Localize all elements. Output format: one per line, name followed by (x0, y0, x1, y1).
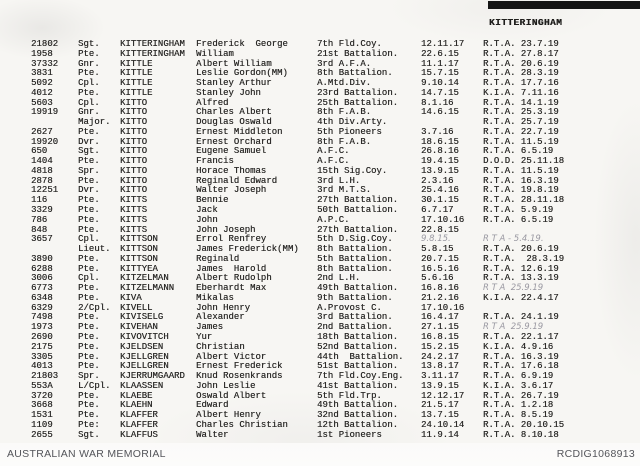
surname: KITTO (120, 107, 148, 118)
enlist-date: 15.7.15 (421, 68, 459, 79)
rank: Major. (78, 117, 111, 128)
surname: KITTS (120, 195, 148, 206)
fate-code: R.T.A. 26.7.19 (483, 390, 559, 401)
enlist-date: 14.7.15 (421, 87, 459, 98)
rank: Dvr. (78, 136, 100, 147)
rank: Pte. (78, 410, 100, 421)
service-number: 21802 (31, 39, 59, 49)
fate-code: R.T.A. 25.7.19 (483, 117, 559, 128)
unit: 15th Sig.Coy. (317, 165, 388, 176)
unit: 21st Battalion. (317, 48, 399, 59)
fate-code: R T A 25.9.19 (483, 283, 544, 294)
unit: 7th Fld.Coy. (317, 39, 382, 49)
surname: KIVOVITCH (120, 331, 169, 342)
surname: KLAFFER (120, 419, 158, 430)
enlist-date: 11.1.17 (421, 58, 459, 69)
unit: 8th F.A.B. (317, 107, 372, 118)
enlist-date: 16.4.17 (421, 312, 459, 323)
service-number: 6329 (31, 302, 53, 313)
surname: KIVELL (120, 302, 153, 313)
enlist-date: 25.4.16 (421, 185, 459, 196)
enlist-date: 22.6.15 (421, 48, 459, 59)
given-names: Christian (196, 341, 245, 352)
rank: Gnr. (78, 107, 100, 118)
service-number: 7498 (31, 312, 53, 323)
service-number: 1958 (31, 48, 53, 59)
fate-code: K.I.A. 3.6.17 (483, 380, 554, 391)
given-names: Yur (196, 331, 213, 342)
rank: Spr. (78, 371, 100, 382)
rank: Pte: (78, 419, 100, 430)
unit: 5th D.Sig.Coy. (317, 234, 393, 245)
unit: 7th Fld.Coy.Eng. (317, 371, 404, 382)
given-names: Frederick George (196, 39, 288, 49)
fate-code: R.T.A. 12.6.19 (483, 263, 559, 274)
enlist-date: 16.8.16 (421, 283, 459, 294)
enlist-date: 13.8.17 (421, 361, 459, 372)
fate-code: K.I.A. 4.9.16 (483, 341, 554, 352)
given-names: Mikalas (196, 292, 234, 303)
surname: KIVA (120, 292, 142, 303)
given-names: Walter (196, 429, 229, 440)
rank: Pte. (78, 400, 100, 411)
fate-code: R.T.A. 6.5.19 (483, 146, 554, 157)
unit: A.F.C. (317, 146, 350, 157)
given-names: Stanley John (196, 87, 261, 98)
rank: Cpl. (78, 273, 100, 284)
fate-code: R.T.A. 23.7.19 (483, 39, 559, 49)
given-names: Charles Albert (196, 107, 272, 118)
enlist-date: 13.9.15 (421, 165, 459, 176)
given-names: Eugene Samuel (196, 146, 267, 157)
surname: KLAASSEN (120, 380, 164, 391)
fate-code: R.T.A. 16.3.19 (483, 175, 559, 186)
enlist-date: 15.2.15 (421, 341, 459, 352)
rank: Pte. (78, 351, 100, 362)
fate-code: R.T.A. 17.6.18 (483, 361, 559, 372)
rank: Pte. (78, 224, 100, 235)
given-names: Errol Renfrey (196, 234, 267, 245)
given-names: John Leslie (196, 380, 256, 391)
service-number: 786 (31, 214, 48, 225)
rank: Pte. (78, 263, 100, 274)
service-number: 6288 (31, 263, 53, 274)
given-names: Walter Joseph (196, 185, 267, 196)
rank: Pte. (78, 322, 100, 333)
fate-code: R.T.A. 28.11.18 (483, 195, 565, 206)
enlist-date: 21.5.17 (421, 400, 459, 411)
surname: KITTO (120, 146, 148, 157)
given-names: Ernest Middleton (196, 126, 283, 137)
enlist-date: 27.1.15 (421, 322, 459, 333)
fate-code: R.T.A. 17.7.16 (483, 78, 559, 89)
enlist-date: 16.5.16 (421, 263, 459, 274)
service-number: 4012 (31, 87, 53, 98)
surname: KLAEHN (120, 400, 153, 411)
enlist-date: 8.1.16 (421, 97, 454, 108)
given-names: Albert Rudolph (196, 273, 272, 284)
fate-code: R.T.A. 11.5.19 (483, 136, 559, 147)
enlist-date: 21.2.16 (421, 292, 459, 303)
enlist-date: 9.10.14 (421, 78, 459, 89)
service-number: 3305 (31, 351, 53, 362)
fate-code: R T A - 5.4.19. (483, 234, 544, 245)
fate-code: R.T.A. 14.1.19 (483, 97, 559, 108)
enlist-date: 5.8.15 (421, 244, 454, 255)
rank: Pte. (78, 68, 100, 79)
unit: 3rd A.F.A. (317, 58, 372, 69)
unit: 2nd Battalion. (317, 322, 393, 333)
given-names: Reginald Edward (196, 175, 278, 186)
enlist-date: 3.11.17 (421, 371, 459, 382)
enlist-date: 13.7.15 (421, 410, 459, 421)
service-number: 3668 (31, 400, 53, 411)
rank: Pte. (78, 361, 100, 372)
given-names: Edward (196, 400, 229, 411)
enlist-date: 26.8.16 (421, 146, 459, 157)
unit: 49th Battalion. (317, 283, 399, 294)
fate-code: R.T.A. 1.2.18 (483, 400, 554, 411)
surname: KITTO (120, 175, 148, 186)
given-names: Alfred (196, 97, 229, 108)
surname: KITTS (120, 205, 148, 216)
given-names: Albert Henry (196, 410, 261, 421)
rank: Gnr. (78, 58, 100, 69)
fate-code: R.T.A. 13.3.19 (483, 273, 559, 284)
surname: KITTO (120, 97, 148, 108)
rank: Pte. (78, 87, 100, 98)
given-names: Jack (196, 205, 218, 216)
given-names: William (196, 48, 234, 59)
unit: 32nd Battalion. (317, 410, 399, 421)
unit: 49th Battalion. (317, 400, 399, 411)
unit: 50th Battalion. (317, 205, 399, 216)
rank: Pte. (78, 341, 100, 352)
fate-code: R.T.A. 16.3.19 (483, 351, 559, 362)
enlist-date: 17.10.16 (421, 214, 465, 225)
given-names: Albert Victor (196, 351, 267, 362)
surname: KITTO (120, 126, 148, 137)
service-number: 3006 (31, 273, 53, 284)
surname: KJELLGREN (120, 351, 169, 362)
service-number: 848 (31, 224, 48, 235)
given-names: Eberhardt Max (196, 283, 267, 294)
rank: Cpl. (78, 234, 100, 245)
service-number: 2175 (31, 341, 53, 352)
surname: KIVISELG (120, 312, 164, 323)
unit: 5th Battalion. (317, 253, 393, 264)
surname: KITZELMAN (120, 273, 169, 284)
unit: 8th Battalion. (317, 244, 393, 255)
given-names: Ernest Orchard (196, 136, 272, 147)
enlist-date: 13.9.15 (421, 380, 459, 391)
rank: Spr. (78, 165, 100, 176)
surname: KITTSON (120, 253, 158, 264)
fate-code: K.I.A. 22.4.17 (483, 292, 559, 303)
enlist-date: 6.7.17 (421, 205, 454, 216)
unit: 52nd Battalion. (317, 341, 399, 352)
enlist-date: 2.3.16 (421, 175, 454, 186)
unit: 44th Battalion. (317, 351, 404, 362)
service-number: 19920 (31, 136, 59, 147)
fate-code: R.T.A. 22.7.19 (483, 126, 559, 137)
scan-edge-artifact-bar (488, 1, 640, 9)
service-number: 12251 (31, 185, 59, 196)
service-number: 4818 (31, 165, 53, 176)
service-number: 3831 (31, 68, 53, 79)
enlist-date: 14.6.15 (421, 107, 459, 118)
surname: KITTLE (120, 87, 153, 98)
unit: 18th Battalion. (317, 331, 399, 342)
service-number: 21803 (31, 371, 59, 382)
given-names: James Frederick(MM) (196, 244, 299, 255)
unit: 25th Battalion. (317, 97, 399, 108)
rank: Pte. (78, 292, 100, 303)
fate-code: R.T.A. 6.5.19 (483, 214, 554, 225)
surname: KITTO (120, 185, 148, 196)
enlist-date: 12.12.17 (421, 390, 465, 401)
service-number: 1404 (31, 156, 53, 167)
service-number: 3890 (31, 253, 53, 264)
unit: 3rd M.T.S. (317, 185, 372, 196)
rank: Pte. (78, 214, 100, 225)
given-names: Leslie Gordon(MM) (196, 68, 288, 79)
unit: 27th Battalion. (317, 195, 399, 206)
rank: Cpl. (78, 78, 100, 89)
surname-group-heading: KITTERINGHAM (489, 17, 563, 28)
unit: 9th Battalion. (317, 292, 393, 303)
fate-code: R.T.A. 28.3.19 (483, 68, 559, 79)
unit: A.P.C. (317, 214, 350, 225)
unit: 8th Battalion. (317, 68, 393, 79)
unit: 51st Battalion. (317, 361, 399, 372)
fate-code: R.T.A. 24.1.19 (483, 312, 559, 323)
rank: Pte. (78, 195, 100, 206)
service-number: 3329 (31, 205, 53, 216)
given-names: James Harold (196, 263, 267, 274)
rank: Lieut. (78, 244, 111, 255)
service-number: 37332 (31, 58, 59, 69)
surname: KIVEHAN (120, 322, 158, 333)
surname: KITTO (120, 165, 148, 176)
surname: KJELDSEN (120, 341, 164, 352)
service-number: 3720 (31, 390, 53, 401)
given-names: Bennie (196, 195, 229, 206)
rank: Sgt. (78, 429, 100, 440)
enlist-date: 24.2.17 (421, 351, 459, 362)
archive-reference-id: RCDIG1068913 (556, 448, 635, 460)
given-names: Douglas Oswald (196, 117, 272, 128)
nominal-roll-table (0, 40, 640, 440)
enlist-date: 5.6.16 (421, 273, 454, 284)
surname: KJELLGREN (120, 361, 169, 372)
surname: KLAFFUS (120, 429, 158, 440)
surname: KITZELMANN (120, 283, 175, 294)
rank: Pte. (78, 390, 100, 401)
surname: KITTS (120, 214, 148, 225)
fate-code: R.T.A. 20.6.19 (483, 244, 559, 255)
rank: Pte. (78, 312, 100, 323)
service-number: 1531 (31, 410, 53, 421)
fate-code: R.T.A. 25.3.19 (483, 107, 559, 118)
given-names: Francis (196, 156, 234, 167)
unit: 23rd Battalion. (317, 87, 399, 98)
unit: 5th Fld.Trp. (317, 390, 382, 401)
fate-code: R.T.A. 8.10.18 (483, 429, 559, 440)
surname: KITTLE (120, 68, 153, 79)
service-number: 650 (31, 146, 48, 157)
roll-row (0, 431, 640, 441)
rank: L/Cpl. (78, 380, 111, 391)
surname: KLAEBE (120, 390, 153, 401)
enlist-date: 30.1.15 (421, 195, 459, 206)
service-number: 5603 (31, 97, 53, 108)
unit: 5th Pioneers (317, 126, 382, 137)
service-number: 6348 (31, 292, 53, 303)
enlist-date: 11.9.14 (421, 429, 459, 440)
surname: KITTO (120, 136, 148, 147)
given-names: Oswald Albert (196, 390, 267, 401)
rank: Sgt. (78, 39, 100, 49)
service-number: 2627 (31, 126, 53, 137)
service-number: 553A (31, 380, 53, 391)
surname: KITTERINGHAM (120, 39, 185, 49)
unit: 8th F.A.B. (317, 136, 372, 147)
unit: 3rd L.H. (317, 175, 361, 186)
surname: KITTO (120, 117, 148, 128)
unit: 1st Pioneers (317, 429, 382, 440)
service-number: 1973 (31, 322, 53, 333)
unit: A.Provost C. (317, 302, 382, 313)
unit: 3rd Battalion. (317, 312, 393, 323)
rank: Cpl. (78, 97, 100, 108)
given-names: Reginald (196, 253, 240, 264)
surname: KITTSON (120, 244, 158, 255)
rank: Dvr. (78, 185, 100, 196)
archive-footer-bar (0, 443, 640, 466)
unit: 27th Battalion. (317, 224, 399, 235)
fate-code: R.T.A. 8.5.19 (483, 410, 554, 421)
fate-code: R.T.A. 19.8.19 (483, 185, 559, 196)
fate-code: R.T.A. 11.5.19 (483, 165, 559, 176)
enlist-date: 24.10.14 (421, 419, 465, 430)
rank: Pte. (78, 283, 100, 294)
surname: KITTO (120, 156, 148, 167)
given-names: Charles Christian (196, 419, 288, 430)
enlist-date: 3.7.16 (421, 126, 454, 137)
fate-code: R.T.A. 20.10.15 (483, 419, 565, 430)
enlist-date: 12.11.17 (421, 39, 465, 49)
service-number: 4013 (31, 361, 53, 372)
enlist-date: 18.6.15 (421, 136, 459, 147)
fate-code: R.T.A. 20.6.19 (483, 58, 559, 69)
surname: KITTSON (120, 234, 158, 245)
given-names: Knud Rosenkrands (196, 371, 283, 382)
fate-code: R.T.A. 28.3.19 (483, 253, 565, 264)
service-number: 116 (31, 195, 48, 206)
fate-code: R.T.A. 6.9.19 (483, 371, 554, 382)
unit: 41st Battalion. (317, 380, 399, 391)
enlist-date: 16.8.15 (421, 331, 459, 342)
fate-code: R.T.A. 5.9.19 (483, 205, 554, 216)
enlist-date: 20.7.15 (421, 253, 459, 264)
rank: Pte. (78, 126, 100, 137)
enlist-date: 19.4.15 (421, 156, 459, 167)
surname: KITTERINGHAM (120, 48, 185, 59)
service-number: 3657 (31, 234, 53, 245)
given-names: John Joseph (196, 224, 256, 235)
surname: KITTS (120, 224, 148, 235)
fate-code: R.T.A. 27.8.17 (483, 48, 559, 59)
given-names: John Henry (196, 302, 251, 313)
service-number: 19919 (31, 107, 59, 118)
unit: A.Mtd.Div. (317, 78, 372, 89)
unit: 2nd L.H. (317, 273, 361, 284)
rank: Pte. (78, 48, 100, 59)
surname: KITTYEA (120, 263, 158, 274)
service-number: 5092 (31, 78, 53, 89)
surname: KITTLE (120, 78, 153, 89)
enlist-date: 9.8.15. (421, 234, 451, 245)
rank: Pte. (78, 205, 100, 216)
enlist-date: 22.8.15 (421, 224, 459, 235)
service-number: 2878 (31, 175, 53, 186)
surname: KLAFFER (120, 410, 158, 421)
archive-source-label: AUSTRALIAN WAR MEMORIAL (7, 448, 166, 460)
unit: 4th Div.Arty. (317, 117, 388, 128)
rank: Pte. (78, 156, 100, 167)
given-names: John (196, 214, 218, 225)
rank: 2/Cpl. (78, 302, 111, 313)
fate-code: R T A 25.9.19 (483, 322, 544, 333)
rank: Pte. (78, 331, 100, 342)
surname: KITTLE (120, 58, 153, 69)
fate-code: D.O.D. 25.11.18 (483, 156, 565, 167)
fate-code: R.T.A. 22.1.17 (483, 331, 559, 342)
fate-code: K.I.A. 7.11.16 (483, 87, 559, 98)
service-number: 2655 (31, 429, 53, 440)
given-names: James (196, 322, 224, 333)
unit: 8th Battalion. (317, 263, 393, 274)
rank: Pte. (78, 175, 100, 186)
rank: Sgt. (78, 146, 100, 157)
given-names: Alexander (196, 312, 245, 323)
given-names: Ernest Frederick (196, 361, 283, 372)
service-number: 2690 (31, 331, 53, 342)
service-number: 6773 (31, 283, 53, 294)
surname: KJERRUMGAARD (120, 371, 185, 382)
unit: A.F.C. (317, 156, 350, 167)
given-names: Stanley Arthur (196, 78, 272, 89)
given-names: Albert William (196, 58, 272, 69)
unit: 12th Battalion. (317, 419, 399, 430)
enlist-date: 17.10.16 (421, 302, 465, 313)
service-number: 1109 (31, 419, 53, 430)
rank: Pte. (78, 253, 100, 264)
given-names: Horace Thomas (196, 165, 267, 176)
